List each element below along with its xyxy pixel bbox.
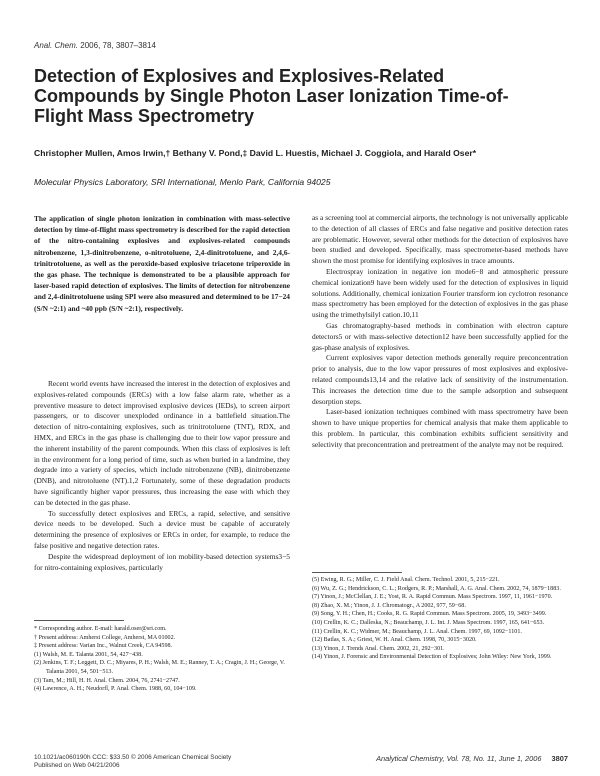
paper-title: Detection of Explosives and Explosives-Related Compounds by Single Photon Laser Ionization Time-of-Flight Mass Spectrometry: [34, 66, 509, 126]
footnote: † Present address: Amherst College, Amherst, MA 01002.: [34, 634, 176, 641]
reference: (6) Wu, Z. G.; Hendrickson, C. L.; Rodgers, R. P.; Marshall, A. G. Anal. Chem. 2002, 74, 1879−1883.: [312, 585, 561, 592]
paragraph: Gas chromatography-based methods in combination with electron capture detectors5 or with mass-selective detection12 have been successfully applied for the gas-phase analysis of explosives.: [312, 320, 568, 352]
reference: (13) Yinon, J. Trends Anal. Chem. 2002, 21, 292−301.: [312, 645, 445, 652]
right-references: [312, 576, 568, 662]
reference: (5) Ewing, R. G.; Miller, C. J. Field Anal. Chem. Technol. 2001, 5, 215−221.: [312, 577, 500, 583]
journal-name: Anal. Chem.: [34, 41, 79, 50]
reference: (8) Zhao, X. M.; Yinon, J. J. Chromatogr., A 2002, 977, 59−68.: [312, 602, 466, 609]
left-column-body: [34, 379, 290, 573]
reference: (9) Song, Y. H.; Chen, H.; Cooks, R. G. Rapid Commun. Mass Spectrom. 2005, 19, 3493−3499.: [312, 611, 547, 618]
reference-divider: [312, 572, 402, 573]
journal-issue: Analytical Chemistry, Vol. 78, No. 11, June 1, 2006: [376, 754, 542, 763]
paragraph: Laser-based ionization techniques combined with mass spectrometry have been shown to have unique properties for chemical analysis that make them applicable to this problem. In particular, this combination exhibits sufficient sensitivity and selectivity that preconcentration and pretreatment of the analyte may not be required.: [312, 407, 568, 449]
footer-left: [34, 754, 304, 770]
reference: (2) Jenkins, T. F.; Leggett, D. C.; Miyares, P. H.; Walsh, M. E.; Ranney, T. A.; Cragin, J. H.; George, V. Talanta 2001, 54, 501−513.: [34, 660, 285, 675]
footnote: ‡ Present address: Varian Inc., Walnut Creek, CA 94598.: [34, 643, 173, 650]
reference: (7) Yinon, J.; McClellan, J. E.; Yost, R. A. Rapid Commun. Mass Spectrom. 1997, 11, 1961−1970.: [312, 594, 553, 601]
paragraph: as a screening tool at commercial airports, the technology is not universally applicable to the detection of all classes of ERCs and false negative and positive detection rates are problematic. However, several other methods for the detection of explosives have been studied and developed. Specifically, mass spectrometer-based methods have shown the most promise for identifying explosives in trace amounts.: [312, 213, 568, 266]
reference: (11) Crellin, K. C.; Widmer, M.; Beauchamp, J. L. Anal. Chem. 1997, 69, 1092−1101.: [312, 628, 522, 635]
affiliation: Molecular Physics Laboratory, SRI International, Menlo Park, California 94025: [34, 177, 331, 187]
abstract: The application of single photon ionization in combination with mass-selective detection by time-of-flight mass spectrometry is described for the rapid detection of the nitro-containing explosives and explosives-related compounds nitrobenzene, 1,3-dinitrobenzene, o-nitrotoluene, 2,4-dinitrotoluene, and 2,4,6-trinitrotoluene, as well as the peroxide-based explosive triacetone triperoxide in the gas phase. The technique is demonstrated to be a plausible approach for laser-based rapid detection of explosives. The limits of detection for nitrobenzene and 2,4-dinitrotoluene using SPI were also measured and determined to be 17−24 (S/N ~2:1) and ~40 ppb (S/N ~2:1), respectively.: [34, 214, 290, 313]
journal-citation: [34, 41, 156, 50]
reference: (10) Crellin, K. C.; Dalleska, N.; Beauchamp, J. L. Int. J. Mass Spectrom. 1997, 165, 641−653.: [312, 619, 545, 626]
paragraph: Despite the widespread deployment of ion mobility-based detection systems3−5 for nitro-containing explosives, particularly: [34, 551, 290, 572]
page-number: 3807: [551, 754, 568, 763]
footer-right: [300, 754, 568, 763]
paragraph: Current explosives vapor detection methods generally require preconcentration prior to analysis, due to the low vapor pressures of most explosives and explosive-related compounds13,14 and the relative lack of sensitivity of the instrumentation. This increases the detection time due to the sample adsorption and subsequent desorption steps.: [312, 353, 568, 406]
paragraph: Recent world events have increased the interest in the detection of explosives and explosives-related compounds (ERCs) with a low false alarm rate, whether as a preventive measure to detect improvised explosive devices (IEDs), to screen airport passengers, or to discover unexploded ordinance in a battlefield situation.The detection of nitro-containing explosives, such as trinitrotoluene (TNT), RDX, and HMX, and ERCs in the gas phase is challenging due to their low vapor pressure and the inherent instability of the parent compounds. When this class of explosives is left in the environment for a long period of time, such as when buried in a landmine, they degrade into a variety of species, which include nitrobenzene (NB), dinitrobenzene (DNB), and nitrotoluene (NT).1,2 Fortunately, some of these degradation products have significantly higher vapor pressures, thus increasing the ease with which they can be detected in the gas phase.: [34, 379, 290, 507]
left-footnotes: [34, 625, 290, 694]
reference: (14) Yinon, J. Forensic and Environmental Detection of Explosives; John Wiley: New York, 1999.: [312, 654, 552, 661]
paragraph: To successfully detect explosives and ERCs, a rapid, selective, and sensitive device needs to be developed. Such a device must be capable of accurately determining the presence of explosives or ERCs in order, for example, to reduce the false positive and negative detection rates.: [34, 508, 290, 550]
paragraph: Electrospray ionization in negative ion mode6−8 and atmospheric pressure chemical ionization9 have been widely used for the detection of explosives in liquid solutions. Additionally, chemical ionization Fourier transform ion cyclotron resonance mass spectrometry has been employed for the detection of explosives in the gas phase using the trimethylsilyl cation.10,11: [312, 266, 568, 320]
footnote-divider: [34, 620, 124, 621]
right-column-body: [312, 213, 568, 451]
reference: (3) Tam, M.; Hill, H. H. Anal. Chem. 2004, 76, 2741−2747.: [34, 677, 180, 684]
footnote: * Corresponding author. E-mail: harald.oser@sri.com.: [34, 626, 167, 632]
citation-details: 2006, 78, 3807–3814: [80, 41, 156, 50]
doi-line: 10.1021/ac060190h CCC: $33.50 © 2006 American Chemical Society: [34, 754, 232, 761]
reference: (1) Walsh, M. E. Talanta 2001, 54, 427−438.: [34, 651, 143, 658]
published-date: Published on Web 04/21/2006: [34, 762, 120, 770]
reference: (12) Batlas, S. A.; Griest, W. H. Anal. Chem. 1998, 70, 3015−3020.: [312, 637, 477, 644]
author-list: Christopher Mullen, Amos Irwin,† Bethany V. Pond,‡ David L. Huestis, Michael J. Coggiola, and Harald Oser*: [34, 148, 477, 158]
reference: (4) Lawrence, A. H.; Neudorfl, P. Anal. Chem. 1988, 60, 104−109.: [34, 686, 197, 693]
